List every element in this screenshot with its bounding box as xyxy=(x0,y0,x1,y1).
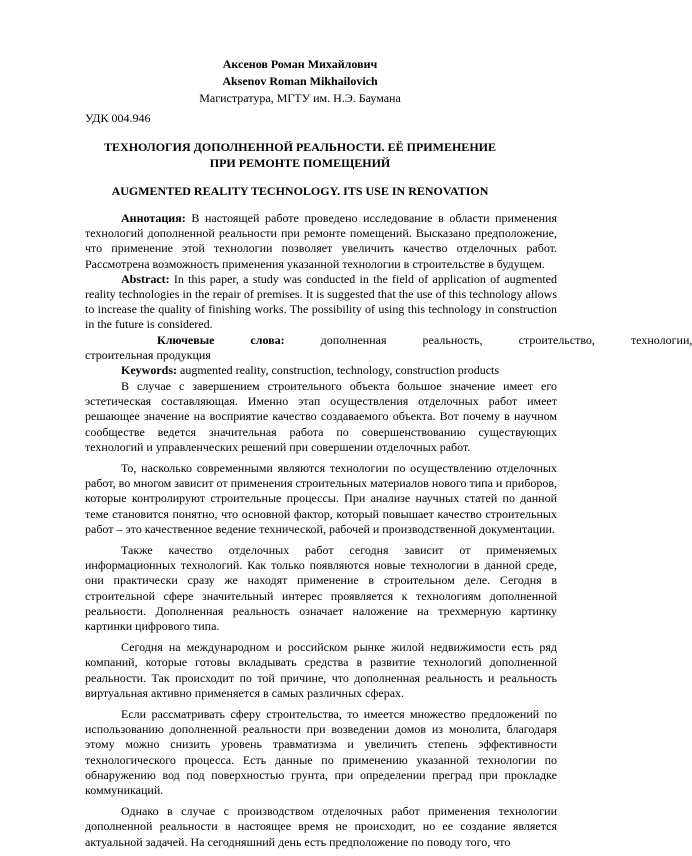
keyword-ru-1: дополненная xyxy=(320,332,387,347)
keyword-ru-3: строительство, xyxy=(518,332,595,347)
title-russian: ТЕХНОЛОГИЯ ДОПОЛНЕННОЙ РЕАЛЬНОСТИ. ЕЁ ПРИМЕНЕНИЕ ПРИ РЕМОНТЕ ПОМЕЩЕНИЙ xyxy=(104,140,496,170)
abstracts-section xyxy=(85,211,692,378)
author-name-ru: Аксенов Роман Михайлович xyxy=(222,57,378,71)
annotation-text: В настоящей работе проведено исследование в области применения технологий дополненной реальности при ремонте помещений. Высказано предположение, что применение этой технологии позволяет увеличить качество отделочных работ. Рассмотрена возможность применения указанной технологии в строительстве в будущем. xyxy=(85,211,557,271)
keywords-ru-tail: строительная продукция xyxy=(85,347,211,362)
body-paragraph: Также качество отделочных работ сегодня зависит от применяемых информационных технологий. Как только появляются новые технологии в данной среде, они практически сразу же находят применение в строительном деле. Сегодня в строительной сфере значительный интерес проявляется к технологиям дополненной реальности. Дополненная реальность означает наложение на трехмерную картинку картинки цифрового типа. xyxy=(85,543,557,634)
title-english: AUGMENTED REALITY TECHNOLOGY. ITS USE IN RENOVATION xyxy=(111,184,489,198)
keywords-ru-label-2: слова: xyxy=(250,332,285,347)
body-paragraph: В случае с завершением строительного объекта большое значение имеет его эстетическая составляющая. Именно этап осуществления отделочных работ имеет решающее значение на восприятие качество создаваемого объекта. Вот почему в научном сообществе ведется значительная работа по совершенствованию существующих технологий и управленческих решений при совершении отделочных работ. xyxy=(85,379,557,454)
body-paragraph: То, насколько современными являются технологии по осуществлению отделочных работ, во многом зависит от применения строительных материалов нового типа и приборов, которые контролируют строительные процессы. При анализе научных статей по данной теме становится понятно, что основной фактор, который повышает качество строительных работ – это качественное ведение технической, рабочей и производственной документации. xyxy=(85,461,557,536)
keywords-ru-label-1: Ключевые xyxy=(157,332,215,347)
keywords-en-text: augmented reality, construction, technology, construction products xyxy=(177,363,500,378)
abstract-text: In this paper, a study was conducted in the field of application of augmented reality technologies in the repair of premises. It is suggested that the use of this technology allows to increase the quality of finishing works. The possibility of using this technology in construction in the future is considered. xyxy=(85,271,557,332)
keywords-en-paragraph xyxy=(85,363,557,378)
annotation-paragraph xyxy=(85,211,557,272)
keyword-ru-2: реальность, xyxy=(422,332,483,347)
body-paragraph: Если рассматривать сферу строительства, то имеется множество предложений по использованию дополненной реальности при возведении домов из монолита, благодаря этому можно снизить уровень травматизма и увеличить степень эффективности технологического процесса. Есть данные по применению указанной технологии по обнаружению вод под поверхностью грунта, при определении преград при прокладке коммуникаций. xyxy=(85,707,557,798)
body-paragraph: Сегодня на международном и российском рынке жилой недвижимости есть ряд компаний, которые готовы вкладывать средства в развитие технологий дополненной реальности. Так происходит по той причине, что дополненная реальность и реальность виртуальная активно применяется в самых различных сферах. xyxy=(85,640,557,700)
keyword-ru-4: технологии, xyxy=(630,332,692,347)
udk-code: УДК 004.946 xyxy=(85,111,151,125)
author-name-en: Aksenov Roman Mikhailovich xyxy=(222,74,378,88)
abstract-paragraph xyxy=(85,272,557,333)
annotation-label: Аннотация: xyxy=(121,211,186,225)
body-section xyxy=(85,379,557,856)
author-affiliation: Магистратура, МГТУ им. Н.Э. Баумана xyxy=(199,91,401,105)
abstract-label: Abstract: xyxy=(121,271,170,286)
keywords-en-label: Keywords: xyxy=(121,363,177,378)
author-block xyxy=(0,56,600,107)
keywords-ru-line xyxy=(85,332,692,348)
body-paragraph: Однако в случае с производством отделочных работ применения технологии дополненной реальности в настоящее время не происходит, но ее создание является актуальной задачей. На сегодняшний день есть предположение по поводу того, что xyxy=(85,804,557,849)
